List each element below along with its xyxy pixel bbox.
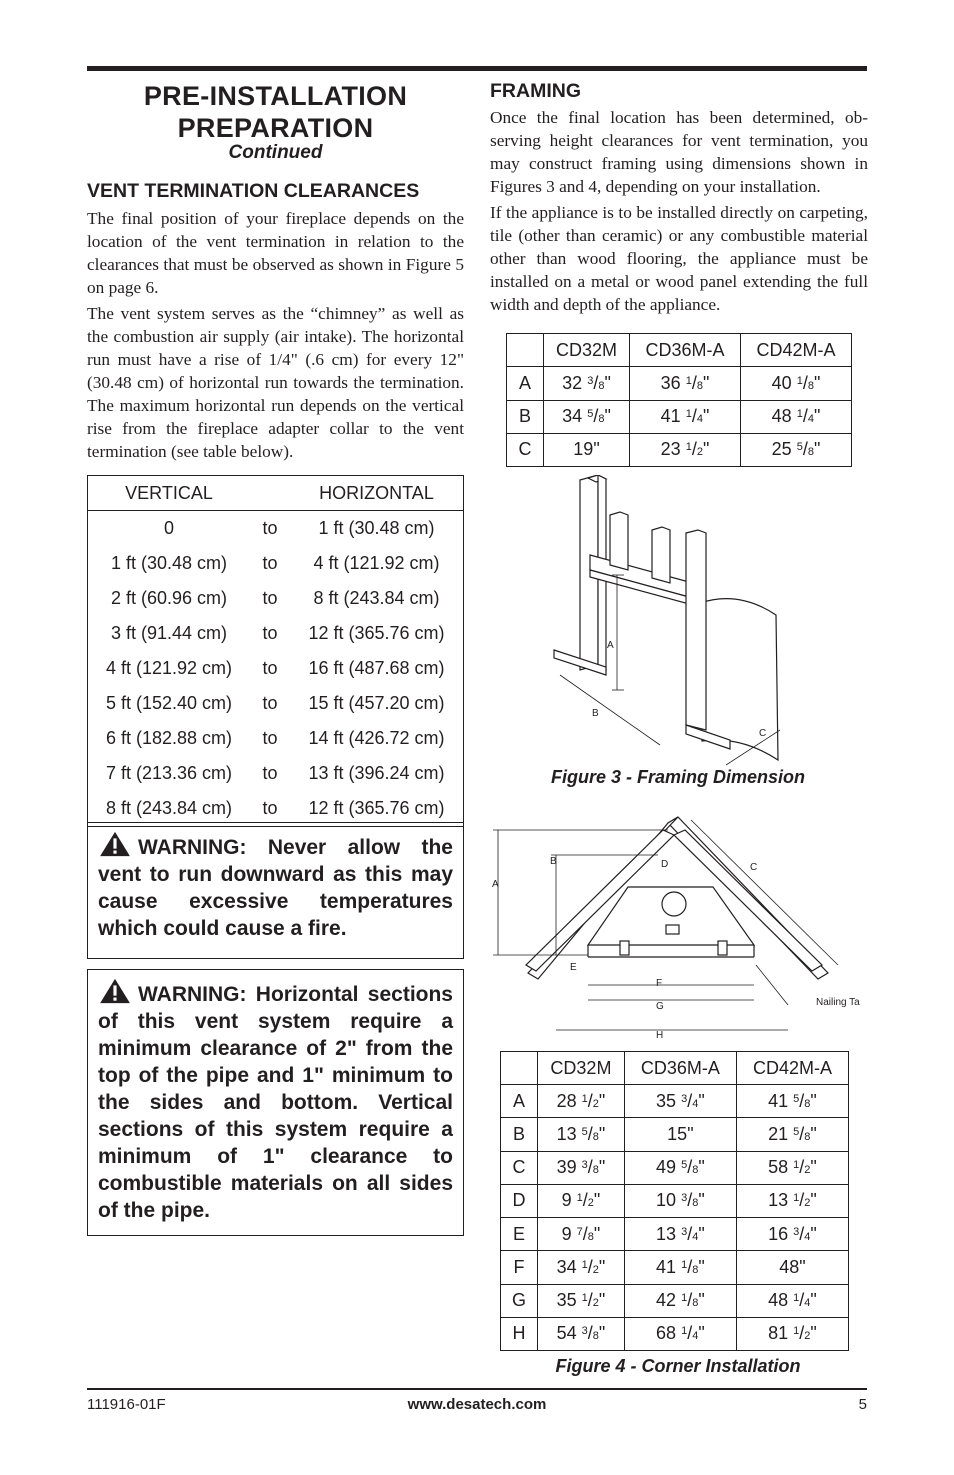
table-cell: to [262, 798, 278, 818]
dimension-value: 34 $^1$/2" [538, 1251, 625, 1284]
table-row [501, 1284, 849, 1317]
left-column [87, 80, 464, 463]
corner-installation-table [500, 1051, 849, 1351]
table-row [501, 1251, 849, 1284]
section-title [87, 80, 464, 144]
table-cell: 6 ft (182.88 cm) [105, 728, 233, 748]
warning-text-1: WARNING: Never allow the vent to run downward as this may cause excessive temperatures which could cause a fire. [98, 836, 453, 940]
table-cell: 8 ft (243.84 cm) [313, 588, 440, 608]
vent-paragraph-1: The final position of your fireplace depends on the location of the vent termination in relation to the clearances that must be observed as shown in Figure 5 on page 6. [87, 209, 464, 297]
table-row [88, 686, 464, 721]
col-horizontal: HORIZONTAL [290, 476, 464, 511]
title-line-1: PRE-INSTALLATION [143, 81, 408, 111]
page-number: 5 [858, 1396, 867, 1413]
dimension-label: B [507, 400, 544, 433]
fig4-label-d: D [661, 859, 669, 870]
dimension-label: B [501, 1118, 538, 1151]
dimension-value: 35 $^1$/2" [538, 1284, 625, 1317]
right-column [490, 80, 868, 316]
corner-installation-figure [488, 815, 868, 1045]
warning-triangle-icon [98, 831, 132, 857]
fig4-label-nailing-tab: Nailing Ta [816, 997, 860, 1008]
top-rule [87, 66, 867, 71]
table-row [507, 433, 852, 466]
model-header: CD42M-A [736, 1052, 848, 1085]
framing-dimension-figure [540, 475, 800, 775]
table-cell: 4 ft (121.92 cm) [105, 658, 233, 678]
table-row [88, 616, 464, 651]
model-header: CD32M [544, 334, 630, 367]
dimension-value: 81 $^1$/2" [736, 1317, 848, 1350]
dimension-value: 39 $^3$/8" [538, 1151, 625, 1184]
table-cell: 1 ft (30.48 cm) [110, 553, 228, 573]
model-header: CD36M-A [624, 1052, 736, 1085]
dimension-value: 49 $^5$/8" [624, 1151, 736, 1184]
fig4-label-h: H [656, 1030, 664, 1041]
model-header: CD32M [538, 1052, 625, 1085]
table-cell: to [262, 518, 278, 538]
dimension-value: 16 $^3$/4" [736, 1218, 848, 1251]
table-cell: to [262, 658, 278, 678]
figure-4-caption: Figure 4 - Corner Installation [555, 1356, 801, 1376]
dimension-value: 34 $^5$/8" [544, 400, 630, 433]
dimension-value: 36 $^1$/8" [630, 367, 741, 400]
dimension-value: 48 $^1$/4" [741, 400, 852, 433]
dimension-value: 40 $^1$/8" [741, 367, 852, 400]
dimension-value: 19" [544, 433, 630, 466]
table-row [501, 1218, 849, 1251]
dimension-label: E [501, 1218, 538, 1251]
col-vertical: VERTICAL [88, 476, 251, 511]
table-row [88, 756, 464, 791]
website-link[interactable]: www.desatech.com [407, 1396, 547, 1413]
dimension-value: 13 $^5$/8" [538, 1118, 625, 1151]
table-row [507, 400, 852, 433]
fig4-label-g: G [656, 1001, 664, 1012]
dimension-value: 41 $^5$/8" [736, 1085, 848, 1118]
dimension-value: 41 $^1$/8" [624, 1251, 736, 1284]
fig3-label-c: C [759, 728, 767, 739]
dimension-label: F [501, 1251, 538, 1284]
dimension-value: 28 $^1$/2" [538, 1085, 625, 1118]
table-cell: 12 ft (365.76 cm) [308, 798, 445, 818]
table-cell: to [262, 623, 278, 643]
table-cell: to [262, 763, 278, 783]
dimension-value: 41 $^1$/4" [630, 400, 741, 433]
table-cell: 2 ft (60.96 cm) [110, 588, 228, 608]
vent-paragraph-2: The vent system serves as the “chimney” as well as the combustion air supply (air intake). The horizontal run must have a rise of 1/4" (.6 cm) for every 12" (30.48 cm) of horizontal run towards the termination. The maximum horizontal run depends on the vertical rise from the fireplace adapter collar to the vent termination (see table below). [87, 304, 464, 461]
dimension-value: 35 $^3$/4" [624, 1085, 736, 1118]
table-cell: 8 ft (243.84 cm) [105, 798, 233, 818]
dimension-value: 48 $^1$/4" [736, 1284, 848, 1317]
table-row [501, 1085, 849, 1118]
table-cell: 13 ft (396.24 cm) [308, 763, 445, 783]
fig4-label-f: F [656, 978, 663, 989]
table-row [88, 581, 464, 616]
table-row [88, 721, 464, 756]
dimension-value: 9 $^7$/8" [538, 1218, 625, 1251]
table-cell: to [262, 588, 278, 608]
dimension-value: 15" [624, 1118, 736, 1151]
table-cell: 15 ft (457.20 cm) [308, 693, 445, 713]
title-line-2: PREPARATION [177, 113, 374, 143]
fig3-label-b: B [592, 708, 599, 719]
table-row [501, 1151, 849, 1184]
table-cell: to [262, 728, 278, 748]
framing-paragraph-2: If the appliance is to be installed directly on carpeting, tile (other than ceramic) or any combustible material other than wood flooring, the appliance must be installed on a metal or wood panel extending the full width and depth of the appliance. [490, 203, 868, 314]
table-cell: to [262, 553, 278, 573]
table-row [501, 1118, 849, 1151]
fig4-label-a: A [492, 879, 499, 890]
fig4-label-e: E [570, 962, 577, 973]
doc-number: 111916-01F [87, 1396, 166, 1413]
dimension-value: 13 $^3$/4" [624, 1218, 736, 1251]
model-header: CD42M-A [741, 334, 852, 367]
dimension-value: 42 $^1$/8" [624, 1284, 736, 1317]
bottom-rule [87, 1388, 867, 1390]
dimension-label: C [501, 1151, 538, 1184]
dimension-label: A [507, 367, 544, 400]
table-header-row [501, 1052, 849, 1085]
table-cell: 3 ft (91.44 cm) [110, 623, 228, 643]
table-cell: 16 ft (487.68 cm) [308, 658, 445, 678]
table-row [88, 546, 464, 581]
table-cell: 1 ft (30.48 cm) [318, 518, 435, 538]
warning-text-2: WARNING: Horizontal sections of this vent system require a minimum clearance of 2" from the top of the pipe and 1" minimum to the sides and bottom. Vertical sections of this system require a minimum of 1" clearance to combustible materials on all sides of the pipe. [98, 983, 453, 1222]
continued-label: Continued [228, 142, 323, 163]
dimension-value: 32 $^3$/8" [544, 367, 630, 400]
framing-paragraph-1: Once the final location has been determined, observing height clearances for vent termination, you may construct framing using dimensions shown in Figures 3 and 4, depending on your installation. [490, 108, 868, 196]
fig4-label-c: C [750, 862, 758, 873]
table-header-row [507, 334, 852, 367]
warning-box-1 [87, 822, 464, 959]
table-row [507, 367, 852, 400]
vent-clearance-table [87, 475, 464, 827]
table-row [88, 651, 464, 686]
table-row [501, 1317, 849, 1350]
fig3-label-a: A [607, 640, 614, 651]
dimension-value: 13 $^1$/2" [736, 1184, 848, 1217]
dimension-label: A [501, 1085, 538, 1118]
vent-heading: VENT TERMINATION CLEARANCES [87, 180, 420, 202]
table-row [501, 1184, 849, 1217]
dimension-label: C [507, 433, 544, 466]
framing-heading: FRAMING [490, 80, 581, 102]
table-cell: to [262, 693, 278, 713]
framing-dimension-table [506, 333, 852, 467]
dimension-value: 23 $^1$/2" [630, 433, 741, 466]
dimension-label: H [501, 1317, 538, 1350]
dimension-value: 25 $^5$/8" [741, 433, 852, 466]
table-row [88, 511, 464, 547]
dimension-label: D [501, 1184, 538, 1217]
warning-triangle-icon [98, 978, 132, 1004]
dimension-value: 54 $^3$/8" [538, 1317, 625, 1350]
table-cell: 14 ft (426.72 cm) [308, 728, 445, 748]
warning-box-2 [87, 969, 464, 1236]
dimension-value: 68 $^1$/4" [624, 1317, 736, 1350]
table-cell: 0 [163, 518, 174, 538]
table-cell: 7 ft (213.36 cm) [105, 763, 233, 783]
table-cell: 5 ft (152.40 cm) [105, 693, 233, 713]
dimension-label: G [501, 1284, 538, 1317]
dimension-value: 58 $^1$/2" [736, 1151, 848, 1184]
model-header: CD36M-A [630, 334, 741, 367]
fig4-label-b: B [550, 856, 557, 867]
table-cell: 12 ft (365.76 cm) [308, 623, 445, 643]
figure-3-caption: Figure 3 - Framing Dimension [550, 767, 806, 787]
dimension-value: 48" [736, 1251, 848, 1284]
dimension-value: 21 $^5$/8" [736, 1118, 848, 1151]
dimension-value: 10 $^3$/8" [624, 1184, 736, 1217]
dimension-value: 9 $^1$/2" [538, 1184, 625, 1217]
table-cell: 4 ft (121.92 cm) [313, 553, 440, 573]
